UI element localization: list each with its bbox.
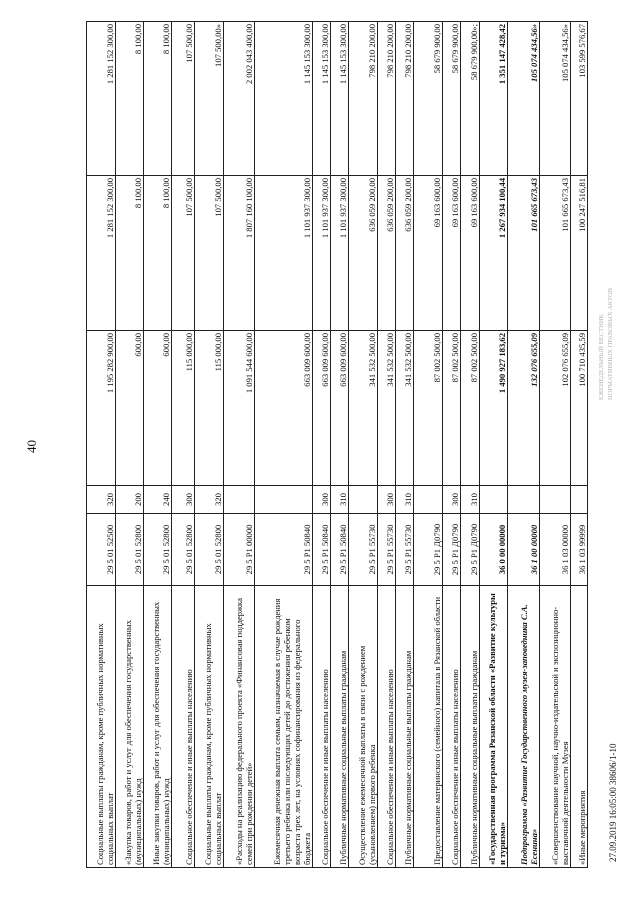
row-name-cell: «Закупка товаров, работ и услуг для обеспечения государственных (муниципальных) нужд [115,586,144,868]
amount-2021-cell: 798 210 200,00 [396,22,414,176]
target-code-cell: 29 5 P1 55730 [349,514,378,586]
amount-2019-cell: 1 091 544 600,00 [223,331,254,486]
target-code-cell: 36 1 00 00000 [508,514,539,586]
amount-2020-cell: 636 059 200,00 [377,176,395,331]
target-code-cell: 36 1 03 99999 [571,514,588,586]
target-code-cell: 29 5 P1 Д0790 [443,514,461,586]
table-row [87,22,116,868]
amount-2019-cell: 132 076 655,09 [508,331,539,486]
row-name-cell: Публичные нормативные социальные выплаты гражданам [330,586,348,868]
target-code-cell: 36 1 03 00000 [539,514,570,586]
row-name-cell: Социальное обеспечение и иные выплаты населению [377,586,395,868]
registration-stamp [597,288,615,400]
row-name-cell: Публичные нормативные социальные выплаты гражданам [461,586,479,868]
table-row [539,22,570,868]
table-row [571,22,588,868]
target-code-cell: 29 5 P1 55730 [396,514,414,586]
row-name-cell: «Совершенствование научной, научно-издательской и экспозиционно-выставочной деятельности Музея [539,586,570,868]
amount-2021-cell: 1 351 147 428,42 [479,22,508,176]
amount-2019-cell: 102 076 655,09 [539,331,570,486]
amount-2021-cell: 8 100,00 [144,22,171,176]
row-name-cell: «Государственная программа Рязанской области «Развитие культуры и туризма» [479,586,508,868]
row-name-cell: Социальное обеспечение и иные выплаты населению [171,586,194,868]
table-row [479,22,508,868]
amount-2021-cell: 103 599 576,67 [571,22,588,176]
target-code-cell: 29 5 P1 55730 [377,514,395,586]
row-name-cell: «Расходы на реализацию федерального проекта «Финансовая поддержка семей при рождении детей» [223,586,254,868]
expense-type-cell [349,486,378,514]
table-row [144,22,171,868]
table-row [223,22,254,868]
amount-2020-cell: 8 100,00 [115,176,144,331]
expense-type-cell: 300 [312,486,330,514]
target-code-cell: 29 5 P1 Д0790 [461,514,479,586]
table-row [312,22,330,868]
expense-type-cell [539,486,570,514]
amount-2020-cell: 107 500,00 [171,176,194,331]
row-name-cell: Социальное обеспечение и иные выплаты населению [312,586,330,868]
table-row [195,22,224,868]
row-name-cell: Социальное обеспечение и иные выплаты населению [443,586,461,868]
page-number: 40 [24,440,39,453]
amount-2021-cell: 105 074 434,56» [539,22,570,176]
expense-type-cell: 320 [195,486,224,514]
amount-2020-cell: 1 101 937 300,00 [330,176,348,331]
amount-2021-cell: 1 145 153 300,00 [312,22,330,176]
expense-type-cell: 310 [461,486,479,514]
amount-2020-cell: 101 665 673,43 [539,176,570,331]
row-name-cell: Осуществление ежемесячной выплаты в связи с рождением (усыновлением) первого ребенка [349,586,378,868]
budget-table-container [86,22,588,868]
amount-2021-cell: 105 074 434,56» [508,22,539,176]
target-code-cell: 36 0 00 00000 [479,514,508,586]
amount-2021-cell: 58 679 900,00»; [461,22,479,176]
row-name-cell: Публичные нормативные социальные выплаты гражданам [396,586,414,868]
expense-type-cell: 320 [87,486,116,514]
amount-2019-cell: 600,00 [144,331,171,486]
table-row [414,22,443,868]
amount-2019-cell: 600,00 [115,331,144,486]
amount-2019-cell: 341 532 500,00 [396,331,414,486]
amount-2021-cell: 58 679 900,00 [414,22,443,176]
amount-2020-cell: 1 101 937 300,00 [255,176,312,331]
amount-2021-cell: 1 145 153 300,00 [255,22,312,176]
target-code-cell: 29 5 P1 00000 [223,514,254,586]
target-code-cell: 29 5 01 52800 [144,514,171,586]
amount-2021-cell: 58 679 900,00 [443,22,461,176]
target-code-cell: 29 5 P1 50840 [312,514,330,586]
expense-type-cell [508,486,539,514]
row-name-cell: Социальные выплаты гражданам, кроме публичных нормативных социальных выплат [87,586,116,868]
expense-type-cell [479,486,508,514]
target-code-cell: 29 5 P1 50840 [255,514,312,586]
target-code-cell: 29 5 01 52800 [195,514,224,586]
amount-2020-cell: 69 163 600,00 [443,176,461,331]
amount-2021-cell: 1 281 152 300,00 [87,22,116,176]
amount-2019-cell: 663 009 600,00 [312,331,330,486]
table-row [443,22,461,868]
table-row [508,22,539,868]
amount-2021-cell: 798 210 200,00 [349,22,378,176]
amount-2020-cell: 636 059 200,00 [396,176,414,331]
target-code-cell: 29 5 01 52500 [87,514,116,586]
expense-type-cell [571,486,588,514]
table-row [330,22,348,868]
footer-timestamp: 27.09.2019 16:05:00 38606/1-10 [608,743,618,862]
amount-2021-cell: 1 145 153 300,00 [330,22,348,176]
table-row [171,22,194,868]
table-row [396,22,414,868]
expense-type-cell: 300 [377,486,395,514]
amount-2020-cell: 1 267 934 100,44 [479,176,508,331]
target-code-cell: 29 5 01 52800 [171,514,194,586]
stamp-line: НОРМАТИВНЫХ ПРАВОВЫХ АКТОВ [607,287,614,400]
amount-2020-cell: 69 163 600,00 [414,176,443,331]
row-name-cell: Предоставление материнского (семейного) капитала в Рязанской области [414,586,443,868]
amount-2019-cell: 341 532 500,00 [377,331,395,486]
amount-2020-cell: 1 101 937 300,00 [312,176,330,331]
budget-table [86,21,588,868]
amount-2020-cell: 101 665 673,43 [508,176,539,331]
amount-2020-cell: 8 100,00 [144,176,171,331]
amount-2019-cell: 115 000,00 [171,331,194,486]
expense-type-cell: 200 [115,486,144,514]
table-row [115,22,144,868]
amount-2019-cell: 87 002 500,00 [461,331,479,486]
amount-2021-cell: 798 210 200,00 [377,22,395,176]
amount-2021-cell: 8 100,00 [115,22,144,176]
budget-table-body [87,22,588,868]
target-code-cell: 29 5 01 52800 [115,514,144,586]
table-row [461,22,479,868]
amount-2019-cell: 87 002 500,00 [443,331,461,486]
amount-2020-cell: 1 807 160 100,00 [223,176,254,331]
expense-type-cell [223,486,254,514]
target-code-cell: 29 5 P1 50840 [330,514,348,586]
amount-2021-cell: 107 500,00 [171,22,194,176]
amount-2020-cell: 636 059 200,00 [349,176,378,331]
amount-2020-cell: 69 163 600,00 [461,176,479,331]
expense-type-cell: 300 [171,486,194,514]
target-code-cell: 29 5 P1 Д0790 [414,514,443,586]
row-name-cell: Ежемесячная денежная выплата семьям, назначаемая в случае рождения третьего ребенка или последующих детей до достижения ребенком возраста трех лет, на условиях софинансирования из федерального бюджета [255,586,312,868]
expense-type-cell [414,486,443,514]
amount-2021-cell: 107 500,00» [195,22,224,176]
amount-2019-cell: 663 009 600,00 [255,331,312,486]
amount-2020-cell: 1 281 152 300,00 [87,176,116,331]
amount-2020-cell: 107 500,00 [195,176,224,331]
row-name-cell: «Иные мероприятия [571,586,588,868]
table-row [349,22,378,868]
expense-type-cell: 300 [443,486,461,514]
amount-2019-cell: 1 195 282 900,00 [87,331,116,486]
amount-2019-cell: 100 710 435,59 [571,331,588,486]
amount-2020-cell: 100 247 516,81 [571,176,588,331]
amount-2019-cell: 115 000,00 [195,331,224,486]
amount-2021-cell: 2 002 043 400,00 [223,22,254,176]
table-row [255,22,312,868]
expense-type-cell [255,486,312,514]
amount-2019-cell: 87 002 500,00 [414,331,443,486]
expense-type-cell: 310 [396,486,414,514]
amount-2019-cell: 663 009 600,00 [330,331,348,486]
amount-2019-cell: 1 490 927 183,62 [479,331,508,486]
row-name-cell: Иные закупки товаров, работ и услуг для обеспечения государственных (муниципальных) нужд [144,586,171,868]
amount-2019-cell: 341 532 500,00 [349,331,378,486]
stamp-line: ЕЖЕНЕДЕЛЬНЫЙ ВЕСТНИК [598,314,605,400]
table-row [377,22,395,868]
row-name-cell: Социальные выплаты гражданам, кроме публичных нормативных социальных выплат [195,586,224,868]
expense-type-cell: 240 [144,486,171,514]
row-name-cell: Подпрограмма «Развитие Государственного музея-заповедника С.А. Есенина» [508,586,539,868]
expense-type-cell: 310 [330,486,348,514]
